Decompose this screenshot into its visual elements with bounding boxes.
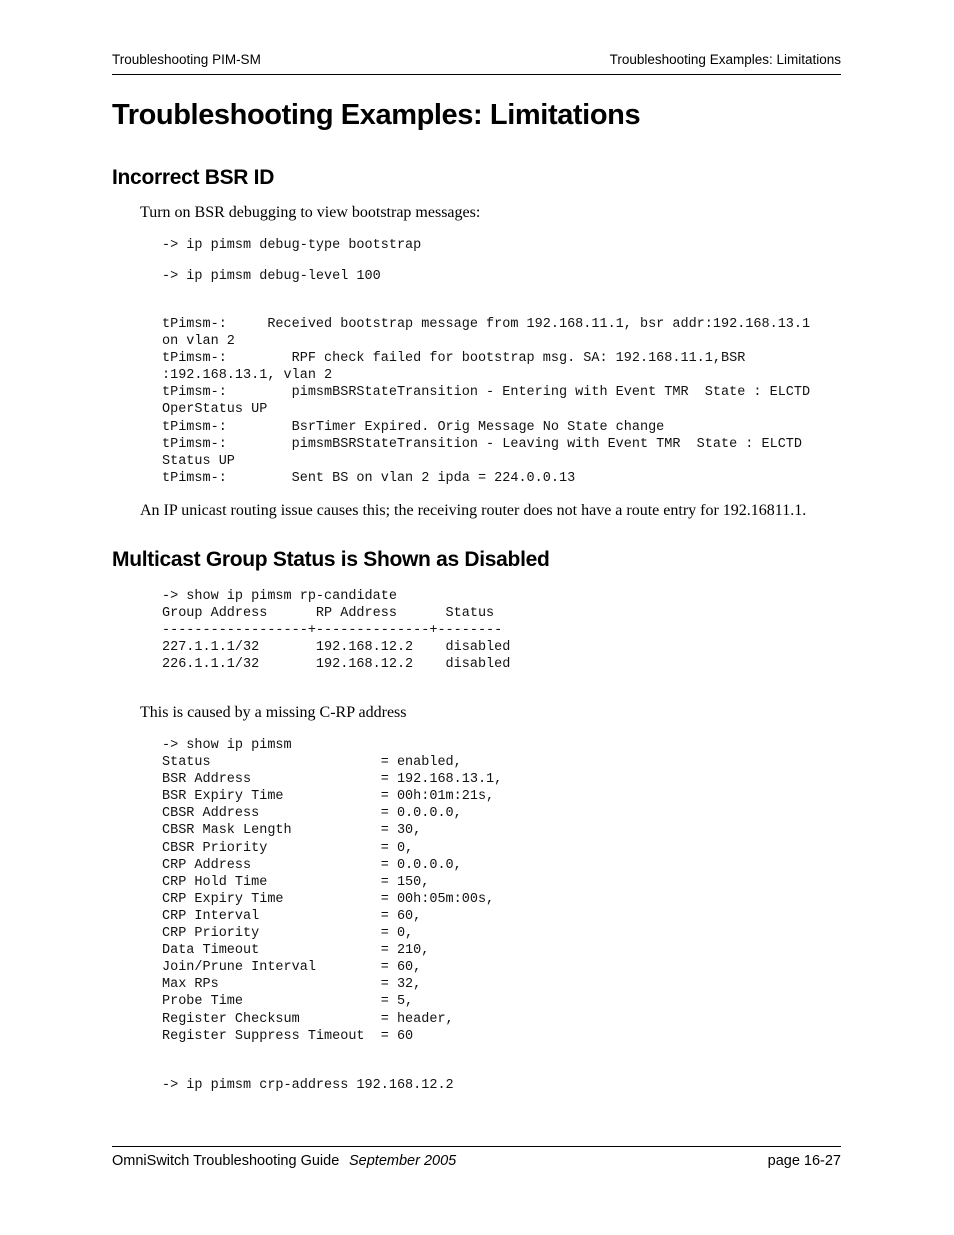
header-section: Troubleshooting Examples: Limitations — [609, 52, 841, 67]
footer-date: September 2005 — [349, 1153, 457, 1169]
page-footer — [112, 1146, 841, 1177]
routing-issue-note: An IP unicast routing issue causes this; the receiving router does not have a route entry for 192.16811.1. — [140, 502, 807, 519]
show-pimsm-output: -> show ip pimsm Status = enabled, BSR Address = 192.168.13.1, BSR Expiry Time = 00h:01m:21s, CBSR Address = 0.0.0.0, CBSR Mask Length = 30, CBSR Priority = 0, CRP Address = 0.0.0.0, CRP Hold Time = 150, CRP Expiry Time = 00h:05m:00s, CRP Interval = 60, CRP Priority = 0, Data Timeout = 210, Join/Prune Interval = 60, Max RPs = 32, Probe Time = 5, Register Checksum = header, Register Suppress Timeout = 60 — [162, 738, 503, 1044]
header-chapter: Troubleshooting PIM-SM — [112, 52, 261, 67]
footer-page-number: page 16-27 — [767, 1153, 841, 1169]
page-title: Troubleshooting Examples: Limitations — [112, 99, 641, 131]
debug-level-command: -> ip pimsm debug-level 100 — [162, 269, 381, 284]
bootstrap-debug-log: tPimsm-: Received bootstrap message from 192.168.11.1, bsr addr:192.168.13.1 on vlan 2 tPimsm-: RPF check failed for bootstrap msg. SA: 192.168.11.1,BSR :192.168.13.1, vlan 2 tPimsm-: pimsmBSRStateTransition - Entering with Event TMR State : ELCTD OperStatus UP tPimsm-: BsrTimer Expired. Orig Message No State change tPimsm-: pimsmBSRStateTransition - Leaving with Event TMR State : ELCTD Status UP tPimsm-: Sent BS on vlan 2 ipda = 224.0.0.13 — [162, 317, 811, 486]
debug-type-command: -> ip pimsm debug-type bootstrap — [162, 238, 422, 253]
rp-candidate-output: -> show ip pimsm rp-candidate Group Address RP Address Status ------------------+--------------+-------- 227.1.1.1/32 192.168.12.2 disabled 226.1.1.1/32 192.168.12.2 disabled — [162, 589, 511, 673]
section-heading-multicast-disabled: Multicast Group Status is Shown as Disabled — [112, 548, 550, 571]
page-header — [112, 52, 841, 75]
bsr-intro-text: Turn on BSR debugging to view bootstrap messages: — [140, 204, 481, 221]
crp-address-command: -> ip pimsm crp-address 192.168.12.2 — [162, 1078, 454, 1093]
missing-crp-text: This is caused by a missing C-RP address — [140, 704, 407, 721]
footer-guide-title: OmniSwitch Troubleshooting Guide — [112, 1153, 340, 1169]
section-heading-incorrect-bsr-id: Incorrect BSR ID — [112, 166, 275, 189]
